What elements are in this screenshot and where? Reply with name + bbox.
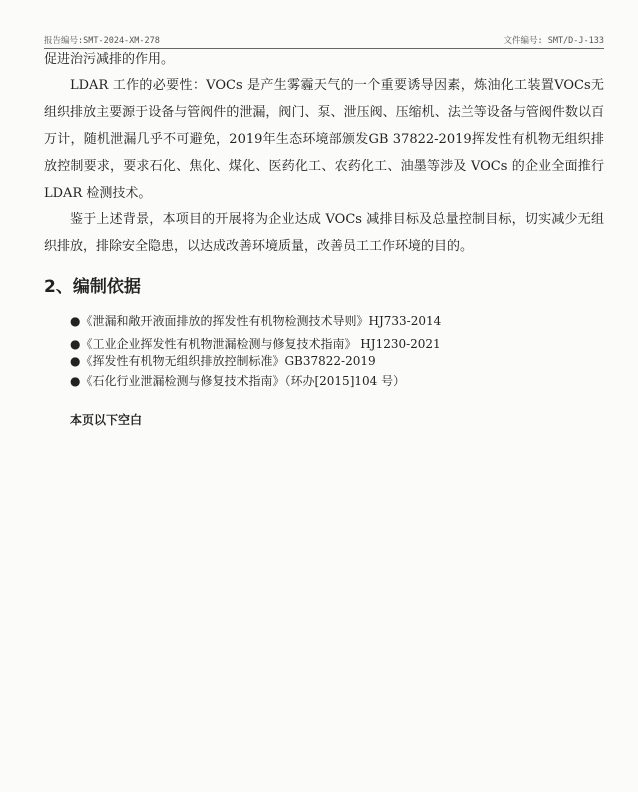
file-number: 文件编号: SMT/D-J-133 xyxy=(503,36,604,46)
paragraph-project-background: 鉴于上述背景，本项目的开展将为企业达成 VOCs 减排目标及总量控制目标，切实减少无组织排放，排除安全隐患，以达成改善环境质量，改善员工工作环境的目的。 xyxy=(44,212,604,254)
blank-page-note: 本页以下空白 xyxy=(70,413,143,427)
reference-item: ●《挥发性有机物无组织排放控制标准》GB37822-2019 xyxy=(70,354,376,368)
reference-item: ●《泄漏和敞开液面排放的挥发性有机物检测技术导则》HJ733-2014 xyxy=(70,314,442,328)
paragraph-continuation: 促进治污减排的作用。 xyxy=(44,52,175,67)
reference-list xyxy=(70,313,590,390)
paragraph-ldar-necessity: LDAR 工作的必要性：VOCs 是产生雾霾天气的一个重要诱导因素，炼油化工装置VOCs无组织排放主要源于设备与管阀件的泄漏，阀门、泵、泄压阀、压缩机、法兰等设备与管阀件数以百万计，随机泄漏几乎不可避免，2019年生态环境部颁发GB 37822-2019挥发性有机物无组织排放控制要求，要求石化、焦化、煤化、医药化工、农药化工、油墨等涉及 VOCs 的企业全面推行 LDAR 检测技术。 xyxy=(44,78,604,201)
reference-item: ●《工业企业挥发性有机物泄漏检测与修复技术指南》 HJ1230-2021 xyxy=(70,337,441,351)
report-number: 报告编号:SMT-2024-XM-278 xyxy=(44,36,160,46)
reference-item: ●《石化行业泄漏检测与修复技术指南》（环办[2015]104 号） xyxy=(70,374,406,388)
section-title: 2、编制依据 xyxy=(44,277,141,297)
